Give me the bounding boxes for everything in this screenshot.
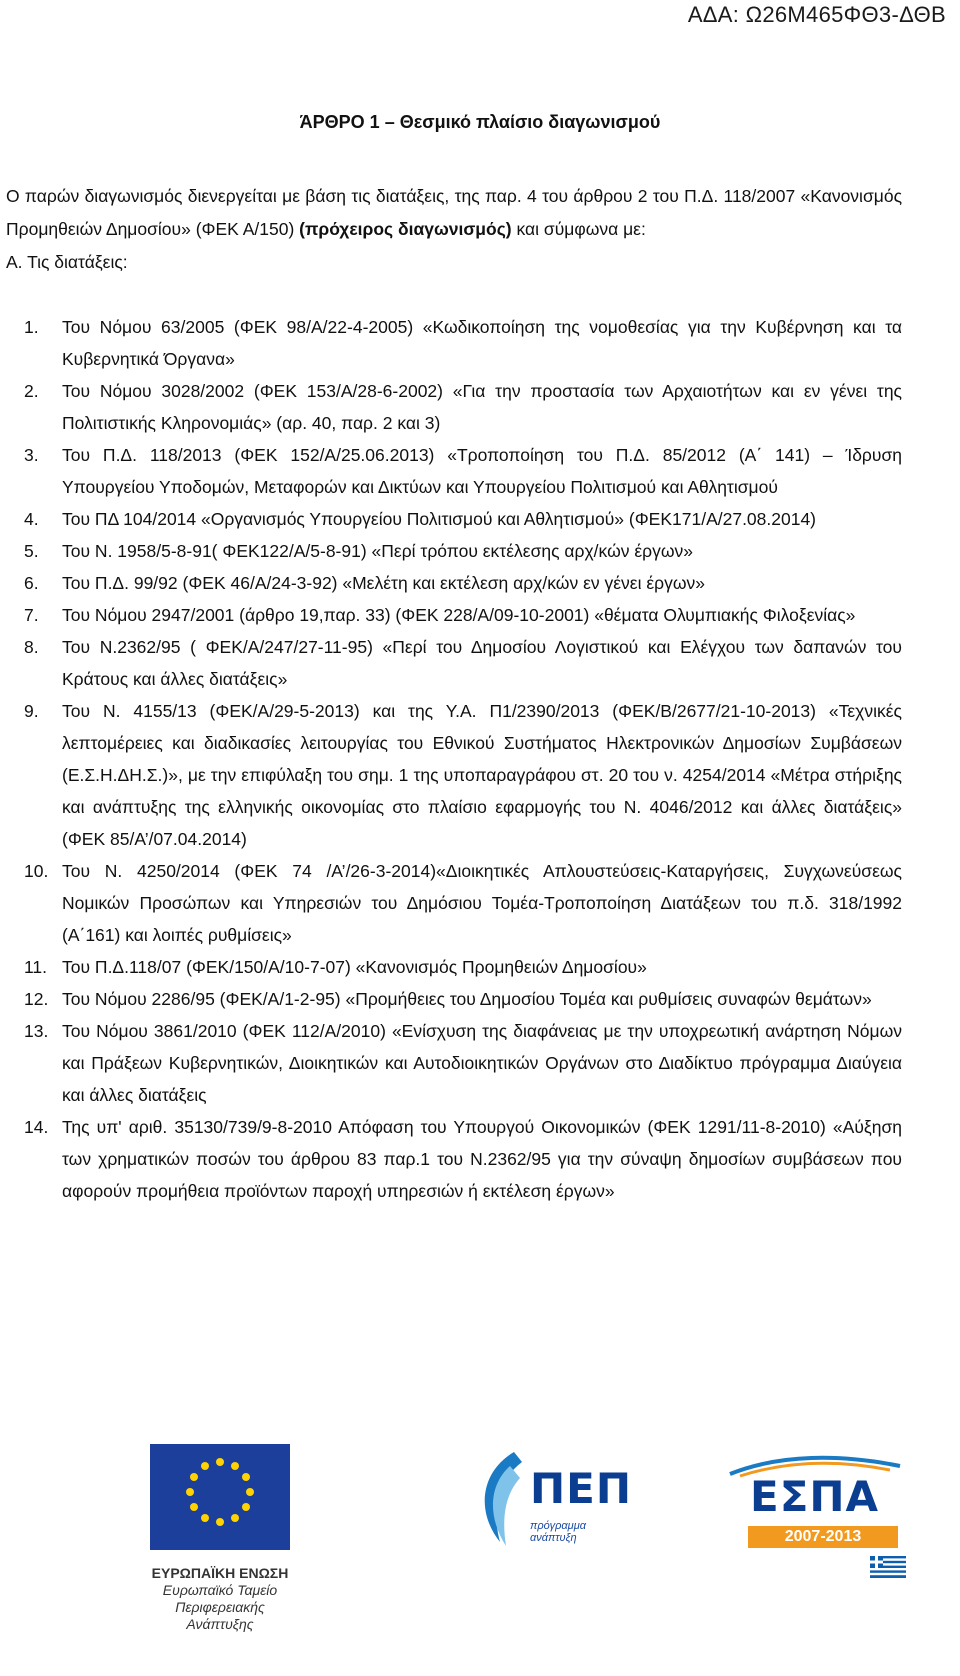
list-item	[24, 567, 902, 599]
eu-logo	[140, 1438, 300, 1633]
list-item	[24, 855, 902, 951]
list-item-number: 10.	[24, 861, 49, 881]
list-item-text: Του Ν. 4155/13 (ΦΕΚ/Α/29-5-2013) και της Υ.Α. Π1/2390/2013 (ΦΕΚ/Β/2677/21-10-2013) «Τεχνικές λεπτομέρειες και διαδικασίες λειτουργίας του Εθνικού Συστήματος Ηλεκτρονικών Δημοσίων Συμβάσεων (Ε.Σ.Η.ΔΗ.Σ.)», με την επιφύλαξη του σημ. 1 της υποπαραγράφου στ. 20 του ν. 4254/2014 «Μέτρα στήριξης και ανάπτυξης της ελληνικής οικονομίας στο πλαίσιο εφαρμογής του Ν. 4046/2012 και άλλες διατάξεις» (ΦΕΚ 85/Α’/07.04.2014)	[62, 701, 902, 849]
eu-caption	[140, 1565, 300, 1633]
list-item-number: 8.	[24, 637, 39, 657]
list-item	[24, 439, 902, 503]
pep-subtitle	[530, 1520, 586, 1544]
list-item-text: Του Νόμου 3861/2010 (ΦΕΚ 112/Α/2010) «Ενίσχυση της διαφάνειας με την υποχρεωτική ανάρτηση Νόμων και Πράξεων Κυβερνητικών, Διοικητικών και Αυτοδιοικητικών Οργάνων στο Διαδίκτυο πρόγραμμα Διαύγεια και άλλες διατάξεις	[62, 1021, 902, 1105]
list-item-number: 6.	[24, 573, 39, 593]
list-item	[24, 695, 902, 855]
pep-wordmark: ΠΕΠ	[530, 1464, 632, 1513]
footer-logos	[0, 1438, 960, 1676]
intro-text: Ο παρών διαγωνισμός διενεργείται με βάση τις διατάξεις, της παρ. 4 του άρθρου 2 του Π.Δ. 118/2007 «Κανονισμός Προμηθειών Δημοσίου» (ΦΕΚ Α/150)	[6, 186, 902, 239]
greek-flag-icon	[870, 1556, 906, 1578]
list-item-text: Του Ν. 4250/2014 (ΦΕΚ 74 /Α’/26-3-2014)«Διοικητικές Απλουστεύσεις-Καταργήσεις, Συγχωνεύσεως Νομικών Προσώπων και Υπηρεσιών του Δημόσιου Τομέα-Τροποποίηση Διατάξεων του π.δ. 318/1992 (Α΄161) και λοιπές ρυθμίσεις»	[62, 861, 902, 945]
pep-logo	[470, 1442, 630, 1582]
intro-text-end: και σύμφωνα με:	[511, 219, 646, 239]
list-item-text: Του Νόμου 3028/2002 (ΦΕΚ 153/Α/28-6-2002) «Για την προστασία των Αρχαιοτήτων και εν γένει της Πολιτιστικής Κληρονομιάς» (αρ. 40, παρ. 2 και 3)	[62, 381, 902, 433]
pep-shape-icon	[470, 1442, 530, 1562]
list-item-number: 4.	[24, 509, 39, 529]
list-item-text: Του Ν.2362/95 ( ΦΕΚ/Α/247/27-11-95) «Περί του Δημοσίου Λογιστικού και Ελέγχου των δαπανών του Κράτους και άλλες διατάξεις»	[62, 637, 902, 689]
list-item	[24, 535, 902, 567]
list-item	[24, 503, 902, 535]
list-item	[24, 375, 902, 439]
pep-subtitle-line2: ανάπτυξη	[530, 1532, 577, 1544]
list-item-text: Του Π.Δ. 118/2013 (ΦΕΚ 152/Α/25.06.2013) «Τροποποίηση του Π.Δ. 85/2012 (Α΄ 141) – Ίδρυση Υπουργείου Υποδομών, Μεταφορών και Δικτύων και Υπουργείου Πολιτισμού και Αθλητισμού	[62, 445, 902, 497]
espa-logo	[720, 1452, 910, 1592]
espa-years: 2007-2013	[748, 1526, 898, 1548]
section-a-heading: Α. Τις διατάξεις:	[6, 252, 128, 272]
list-item-number: 7.	[24, 605, 39, 625]
list-item	[24, 951, 902, 983]
eu-caption-title: ΕΥΡΩΠΑΪΚΗ ΕΝΩΣΗ	[151, 1565, 289, 1581]
eu-flag-icon	[140, 1438, 300, 1556]
list-item-text: Του Ν. 1958/5-8-91( ΦΕΚ122/Α/5-8-91) «Περί τρόπου εκτέλεσης αρχ/κών έργων»	[62, 541, 693, 561]
list-item-number: 3.	[24, 445, 39, 465]
list-item	[24, 1111, 902, 1207]
list-item-number: 1.	[24, 317, 39, 337]
list-item-number: 2.	[24, 381, 39, 401]
list-item	[24, 1015, 902, 1111]
list-item-number: 9.	[24, 701, 39, 721]
list-item	[24, 631, 902, 695]
list-item-text: Του Π.Δ. 99/92 (ΦΕΚ 46/Α/24-3-92) «Μελέτη και εκτέλεση αρχ/κών εν γένει έργων»	[62, 573, 706, 593]
article-title: ΆΡΘΡΟ 1 – Θεσμικό πλαίσιο διαγωνισμού	[299, 112, 661, 132]
espa-wordmark: ΕΣΠΑ	[750, 1472, 880, 1521]
list-item-number: 5.	[24, 541, 39, 561]
intro-paragraph	[6, 180, 902, 279]
list-item-text: Του Νόμου 63/2005 (ΦΕΚ 98/Α/22-4-2005) «Κωδικοποίηση της νομοθεσίας για την Κυβέρνηση και τα Κυβερνητικά Όργανα»	[62, 317, 902, 369]
list-item-number: 13.	[24, 1021, 49, 1041]
ada-code: ΑΔΑ: Ω26Μ465ΦΘ3-ΔΘΒ	[687, 2, 946, 27]
eu-caption-sub: Περιφερειακής Ανάπτυξης	[175, 1599, 265, 1632]
list-item-text: Του Π.Δ.118/07 (ΦΕΚ/150/Α/10-7-07) «Κανονισμός Προμηθειών Δημοσίου»	[62, 957, 647, 977]
eu-caption-fund: Ευρωπαϊκό Ταμείο	[162, 1582, 278, 1598]
list-item	[24, 983, 902, 1015]
list-item-number: 11.	[24, 957, 48, 977]
list-item-text: Του Νόμου 2947/2001 (άρθρο 19,παρ. 33) (ΦΕΚ 228/Α/09-10-2001) «θέματα Ολυμπιακής Φιλοξενίας»	[62, 605, 856, 625]
law-list	[24, 311, 902, 1207]
list-item-text: Της υπ' αριθ. 35130/739/9-8-2010 Απόφαση του Υπουργού Οικονομικών (ΦΕΚ 1291/11-8-2010) «Αύξηση των χρηματικών ποσών του άρθρου 83 παρ.1 του Ν.2362/95 για την σύναψη δημοσίων συμβάσεων που αφορούν προμήθεια προϊόντων παροχή υπηρεσιών ή εκτέλεση έργων»	[62, 1117, 902, 1201]
intro-bold-text: (πρόχειρος διαγωνισμός)	[299, 219, 512, 239]
pep-subtitle-line1: πρόγραμμα	[530, 1520, 586, 1532]
list-item-text: Του Νόμου 2286/95 (ΦΕΚ/Α/1-2-95) «Προμήθειες του Δημοσίου Τομέα και ρυθμίσεις συναφών θεμάτων»	[62, 989, 872, 1009]
list-item-text: Του ΠΔ 104/2014 «Οργανισμός Υπουργείου Πολιτισμού και Αθλητισμού» (ΦΕΚ171/Α/27.08.2014)	[62, 509, 817, 529]
list-item-number: 12.	[24, 989, 49, 1009]
list-item	[24, 311, 902, 375]
list-item	[24, 599, 902, 631]
list-item-number: 14.	[24, 1117, 49, 1137]
